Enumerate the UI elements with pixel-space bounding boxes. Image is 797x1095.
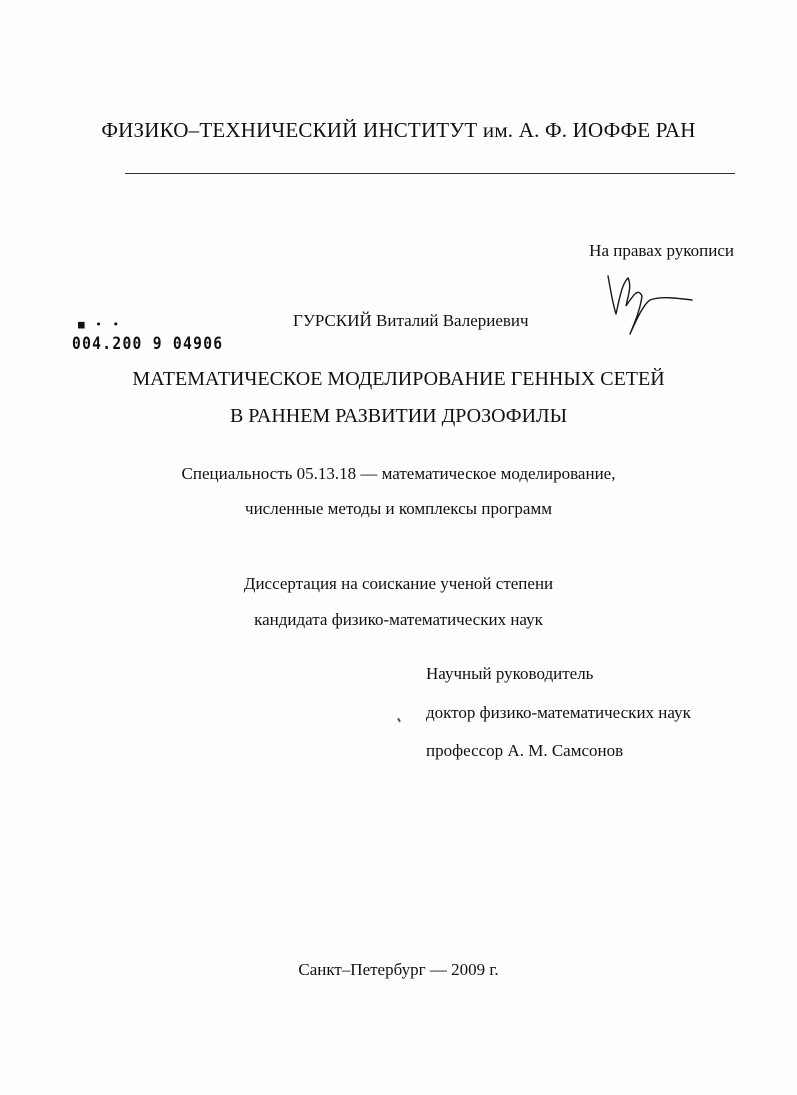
manuscript-rights-note: На правах рукописи bbox=[589, 241, 734, 260]
dissertation-line-2: кандидата физико-математических наук bbox=[254, 610, 543, 629]
specialty-line-1: Специальность 05.13.18 — математическое моделирование, bbox=[181, 464, 616, 483]
institute-name: ФИЗИКО–ТЕХНИЧЕСКИЙ ИНСТИТУТ им. А. Ф. ИОФФЕ РАН bbox=[101, 118, 696, 142]
stamp-marks: ■ • • bbox=[78, 318, 122, 331]
header-divider bbox=[125, 173, 735, 174]
handwritten-signature bbox=[598, 266, 693, 336]
thesis-title-line-2: В РАННЕМ РАЗВИТИИ ДРОЗОФИЛЫ bbox=[229, 405, 568, 427]
library-stamp-code: 004.200 9 04906 bbox=[72, 334, 224, 354]
city-year: Санкт–Петербург — 2009 г. bbox=[298, 960, 499, 979]
dissertation-line-1: Диссертация на соискание ученой степени bbox=[243, 574, 554, 593]
scan-speck bbox=[397, 718, 401, 722]
supervisor-role: Научный руководитель bbox=[426, 664, 594, 683]
specialty-line-2: численные методы и комплексы программ bbox=[245, 499, 552, 518]
thesis-title-line-1: МАТЕМАТИЧЕСКОЕ МОДЕЛИРОВАНИЕ ГЕННЫХ СЕТЕЙ bbox=[132, 368, 665, 390]
supervisor-name: профессор А. М. Самсонов bbox=[426, 741, 624, 760]
supervisor-degree: доктор физико-математических наук bbox=[426, 703, 691, 722]
author-name: ГУРСКИЙ Виталий Валериевич bbox=[293, 311, 529, 330]
